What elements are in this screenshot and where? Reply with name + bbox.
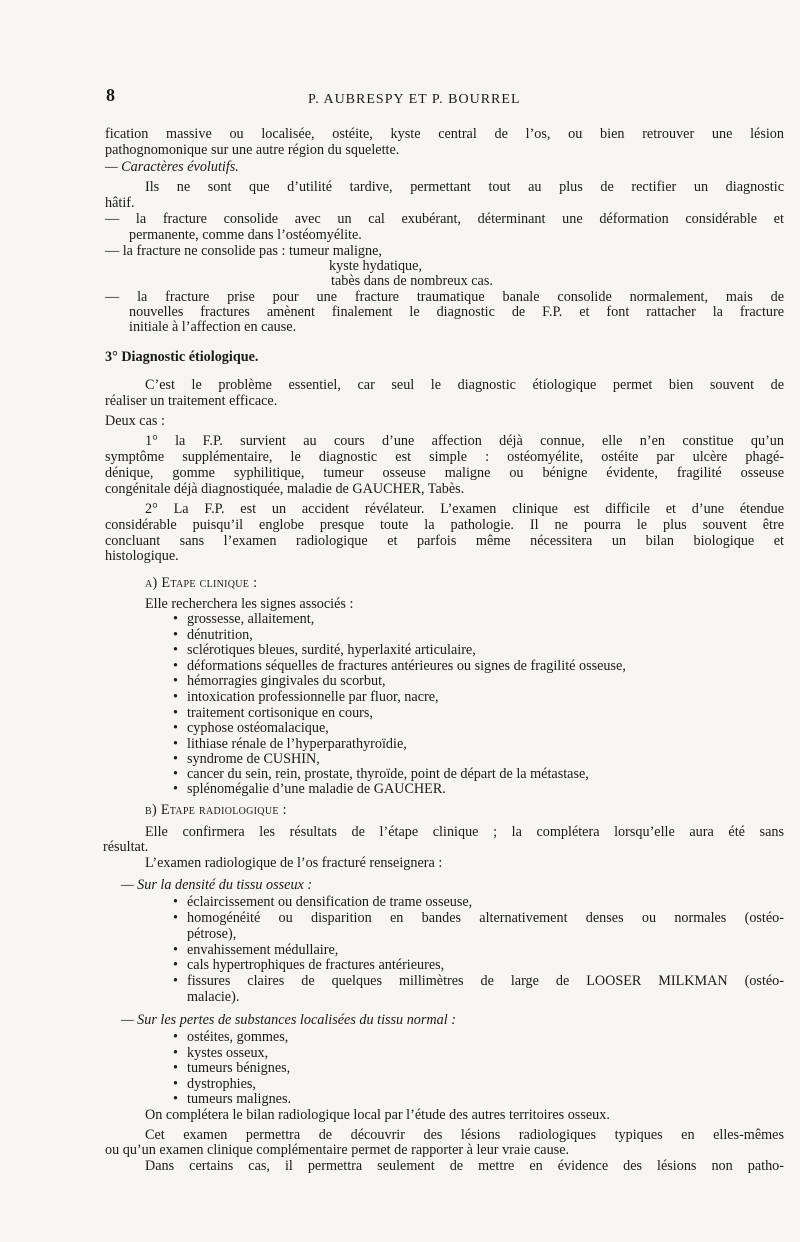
subheading-pertes: — Sur les pertes de substances localisées du tissu normal :	[121, 1012, 456, 1028]
bullet-marker: •	[173, 751, 178, 767]
list-item: malacie).	[187, 989, 240, 1005]
list-item: kystes osseux,	[187, 1045, 269, 1061]
list-item: cyphose ostéomalacique,	[187, 720, 329, 736]
section-heading: 3° Diagnostic étiologique.	[105, 349, 259, 365]
text-line: Dans certains cas, il permettra seulement de mettre en évidence des lésions non patho-	[145, 1158, 784, 1174]
bullet-marker: •	[173, 1091, 178, 1107]
text-line: C’est le problème essentiel, car seul le diagnostic étiologique permet bien souvent de	[145, 377, 784, 393]
bullet-marker: •	[173, 942, 178, 958]
bullet-marker: •	[173, 766, 178, 782]
bullet-marker: •	[173, 973, 178, 989]
list-item: pétrose),	[187, 926, 237, 942]
text-line: dénique, gomme syphilitique, tumeur osseuse maligne ou bénigne évidente, fragilité osseuse	[105, 465, 784, 481]
bullet-marker: •	[173, 720, 178, 736]
list-item: sclérotiques bleues, surdité, hyperlaxité articulaire,	[187, 642, 476, 658]
bullet-marker: •	[173, 642, 178, 658]
bullet-marker: •	[173, 705, 178, 721]
text-line: 1° la F.P. survient au cours d’une affection déjà connue, elle n’en constitue qu’un	[145, 433, 784, 449]
bullet-marker: •	[173, 658, 178, 674]
bullet-marker: •	[173, 611, 178, 627]
list-item: éclaircissement ou densification de trame osseuse,	[187, 894, 473, 910]
bullet-marker: •	[173, 736, 178, 752]
list-item: grossesse, allaitement,	[187, 611, 315, 627]
bullet-marker: •	[173, 1076, 178, 1092]
subheading-densite: — Sur la densité du tissu osseux :	[121, 877, 313, 893]
text-line: considérable puisqu’il englobe presque toute la pathologie. Il ne pourra le plus souvent être	[105, 517, 784, 533]
text-line: concluant sans l’examen radiologique et parfois même nécessitera un bilan biologique et	[105, 533, 784, 549]
list-item: traitement cortisonique en cours,	[187, 705, 373, 721]
list-item: lithiase rénale de l’hyperparathyroïdie,	[187, 736, 407, 752]
text-line: histologique.	[105, 548, 179, 564]
text-line: pathognomonique sur une autre région du squelette.	[105, 142, 400, 158]
text-line: Ils ne sont que d’utilité tardive, permettant tout au plus de rectifier un diagnostic	[145, 179, 784, 195]
text-line: Cet examen permettra de découvrir des lésions radiologiques typiques en elles-mêmes	[145, 1127, 784, 1143]
list-item: dénutrition,	[187, 627, 253, 643]
text-line: nouvelles fractures amènent finalement le diagnostic de F.P. et font rattacher la fracture	[129, 304, 784, 320]
bullet-marker: •	[173, 1029, 178, 1045]
text-line: kyste hydatique,	[329, 258, 422, 274]
page-number: 8	[106, 85, 115, 105]
bullet-marker: •	[173, 957, 178, 973]
text-line: Deux cas :	[105, 413, 165, 429]
list-item: syndrome de CUSHIN,	[187, 751, 320, 767]
list-item: envahissement médullaire,	[187, 942, 339, 958]
text-line: tabès dans de nombreux cas.	[331, 273, 493, 289]
list-item: ostéites, gommes,	[187, 1029, 289, 1045]
text-line: — la fracture ne consolide pas : tumeur maligne,	[105, 243, 382, 259]
text-line: fication massive ou localisée, ostéite, kyste central de l’os, ou bien retrouver une lésion	[105, 126, 784, 142]
text-line: congénitale déjà diagnostiquée, maladie de GAUCHER, Tabès.	[105, 481, 465, 497]
text-line: résultat.	[103, 839, 149, 855]
text-line: ou qu’un examen clinique complémentaire permet de rapporter à leur vraie cause.	[105, 1142, 570, 1158]
text-line: initiale à l’affection en cause.	[129, 319, 297, 335]
bullet-marker: •	[173, 894, 178, 910]
text-line: symptôme supplémentaire, le diagnostic est simple : ostéomyélite, ostéite par ulcère phagé-	[105, 449, 784, 465]
subsection-heading-etape-radiologique: b) Etape radiologique :	[145, 802, 287, 818]
text-line: hâtif.	[105, 195, 135, 211]
text-line: L’examen radiologique de l’os fracturé renseignera :	[145, 855, 443, 871]
list-item: homogénéité ou disparition en bandes alternativement denses ou normales (ostéo-	[187, 910, 784, 926]
bullet-marker: •	[173, 627, 178, 643]
bullet-marker: •	[173, 673, 178, 689]
list-item: hémorragies gingivales du scorbut,	[187, 673, 386, 689]
bullet-marker: •	[173, 1045, 178, 1061]
bullet-marker: •	[173, 910, 178, 926]
list-item: splénomégalie d’une maladie de GAUCHER.	[187, 781, 446, 797]
text-line: On complétera le bilan radiologique local par l’étude des autres territoires osseux.	[145, 1107, 610, 1123]
running-title: P. AUBRESPY ET P. BOURREL	[308, 92, 521, 107]
list-item: intoxication professionnelle par fluor, nacre,	[187, 689, 439, 705]
list-item: cancer du sein, rein, prostate, thyroïde, point de départ de la métastase,	[187, 766, 589, 782]
text-line: — la fracture consolide avec un cal exubérant, déterminant une déformation considérable et	[105, 211, 784, 227]
subheading-caracteres-evolutifs: — Caractères évolutifs.	[105, 159, 239, 175]
text-line: Elle confirmera les résultats de l’étape clinique ; la complétera lorsqu’elle aura été sans	[145, 824, 784, 840]
text-line: — la fracture prise pour une fracture traumatique banale consolide normalement, mais de	[105, 289, 784, 305]
list-item: tumeurs malignes.	[187, 1091, 292, 1107]
text-line: permanente, comme dans l’ostéomyélite.	[129, 227, 362, 243]
subsection-heading-etape-clinique: a) Etape clinique :	[145, 575, 258, 591]
bullet-marker: •	[173, 1060, 178, 1076]
list-item: fissures claires de quelques millimètres de large de LOOSER MILKMAN (ostéo-	[187, 973, 784, 989]
list-item: cals hypertrophiques de fractures antérieures,	[187, 957, 445, 973]
list-item: tumeurs bénignes,	[187, 1060, 291, 1076]
text-line: réaliser un traitement efficace.	[105, 393, 278, 409]
list-item: déformations séquelles de fractures antérieures ou signes de fragilité osseuse,	[187, 658, 626, 674]
text-line: 2° La F.P. est un accident révélateur. L’examen clinique est difficile et d’une étendue	[145, 501, 784, 517]
bullet-marker: •	[173, 781, 178, 797]
bullet-marker: •	[173, 689, 178, 705]
list-item: dystrophies,	[187, 1076, 256, 1092]
text-line: Elle recherchera les signes associés :	[145, 596, 354, 612]
